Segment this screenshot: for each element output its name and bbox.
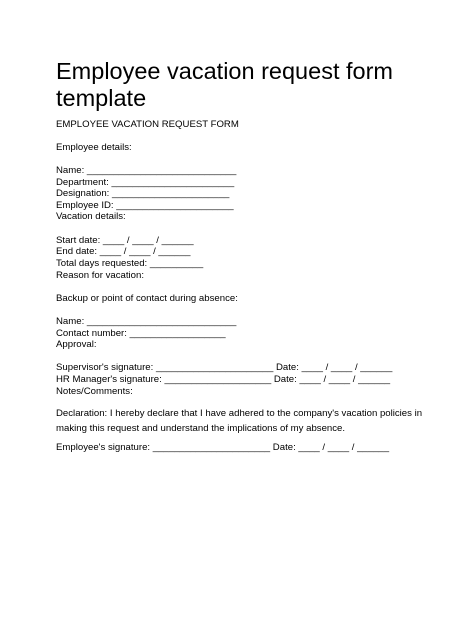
supervisor-signature-field: Supervisor's signature: ______________________ Date: ____ / ____ / ______ — [56, 362, 393, 373]
hr-manager-signature-field: HR Manager's signature: ____________________ Date: ____ / ____ / ______ — [56, 374, 391, 385]
backup-contact-heading: Backup or point of contact during absence: — [56, 293, 238, 304]
declaration-paragraph: Declaration: I hereby declare that I have adhered to the company's vacation policies in making this request and understand the implications of my absence. — [56, 408, 423, 434]
end-date-field: End date: ____ / ____ / ______ — [56, 246, 191, 257]
start-date-field: Start date: ____ / ____ / ______ — [56, 235, 194, 246]
employee-id-field: Employee ID: ______________________ — [56, 200, 234, 211]
designation-field: Designation: ______________________ — [56, 188, 230, 199]
backup-name-field: Name: ____________________________ — [56, 316, 237, 327]
notes-comments-label: Notes/Comments: — [56, 386, 133, 397]
form-heading: EMPLOYEE VACATION REQUEST FORM — [56, 119, 239, 130]
vacation-details-heading: Vacation details: — [56, 211, 126, 222]
department-field: Department: _______________________ — [56, 177, 235, 188]
page-title: Employee vacation request form template — [56, 58, 393, 111]
employee-name-field: Name: ____________________________ — [56, 165, 237, 176]
contact-number-field: Contact number: __________________ — [56, 328, 226, 339]
approval-label: Approval: — [56, 339, 97, 350]
reason-field: Reason for vacation: — [56, 270, 144, 281]
employee-signature-field: Employee's signature: ______________________ Date: ____ / ____ / ______ — [56, 442, 390, 453]
total-days-field: Total days requested: __________ — [56, 258, 204, 269]
employee-details-heading: Employee details: — [56, 142, 132, 153]
